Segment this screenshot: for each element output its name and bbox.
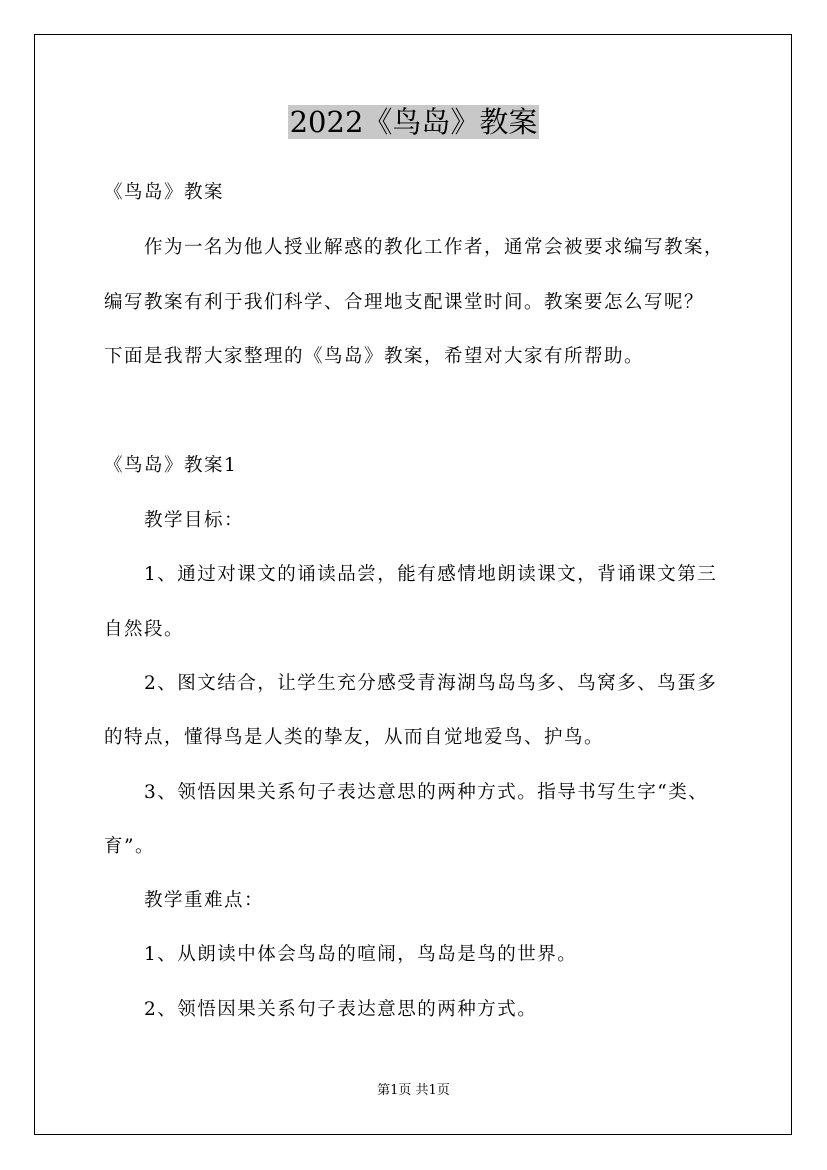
subheading-line: 教学目标： bbox=[144, 510, 245, 531]
list-item-line: 3、领悟因果关系句子表达意思的两种方式。指导书写生字“类、 bbox=[144, 782, 709, 803]
paragraph-line: 作为一名为他人授业解惑的教化工作者，通常会被要求编写教案， bbox=[144, 237, 725, 258]
subheading-line: 教学重难点： bbox=[144, 890, 265, 911]
section-heading: 《鸟岛》教案1 bbox=[104, 455, 238, 476]
list-item-line: 2、领悟因果关系句子表达意思的两种方式。 bbox=[144, 999, 538, 1020]
page-footer: 第1页 共1页 bbox=[377, 1083, 450, 1098]
document-title-text: 2022《鸟岛》教案 bbox=[289, 105, 538, 139]
paragraph-line: 编写教案有利于我们科学、合理地支配课堂时间。教案要怎么写呢？ bbox=[104, 292, 705, 313]
list-item-line: 的特点，懂得鸟是人类的挚友，从而自觉地爱鸟、护鸟。 bbox=[104, 727, 605, 748]
list-item-line: 1、从朗读中体会鸟岛的喧闹，鸟岛是鸟的世界。 bbox=[144, 944, 578, 965]
document-title bbox=[0, 100, 827, 144]
list-item-line: 2、图文结合，让学生充分感受青海湖鸟岛鸟多、鸟窝多、鸟蛋多 bbox=[144, 673, 718, 694]
list-item-line: 育”。 bbox=[104, 836, 155, 857]
heading-line: 《鸟岛》教案 bbox=[104, 182, 225, 203]
list-item-line: 自然段。 bbox=[104, 619, 185, 640]
paragraph-line: 下面是我帮大家整理的《鸟岛》教案，希望对大家有所帮助。 bbox=[104, 346, 645, 367]
list-item-line: 1、通过对课文的诵读品尝，能有感情地朗读课文，背诵课文第三 bbox=[144, 564, 718, 585]
